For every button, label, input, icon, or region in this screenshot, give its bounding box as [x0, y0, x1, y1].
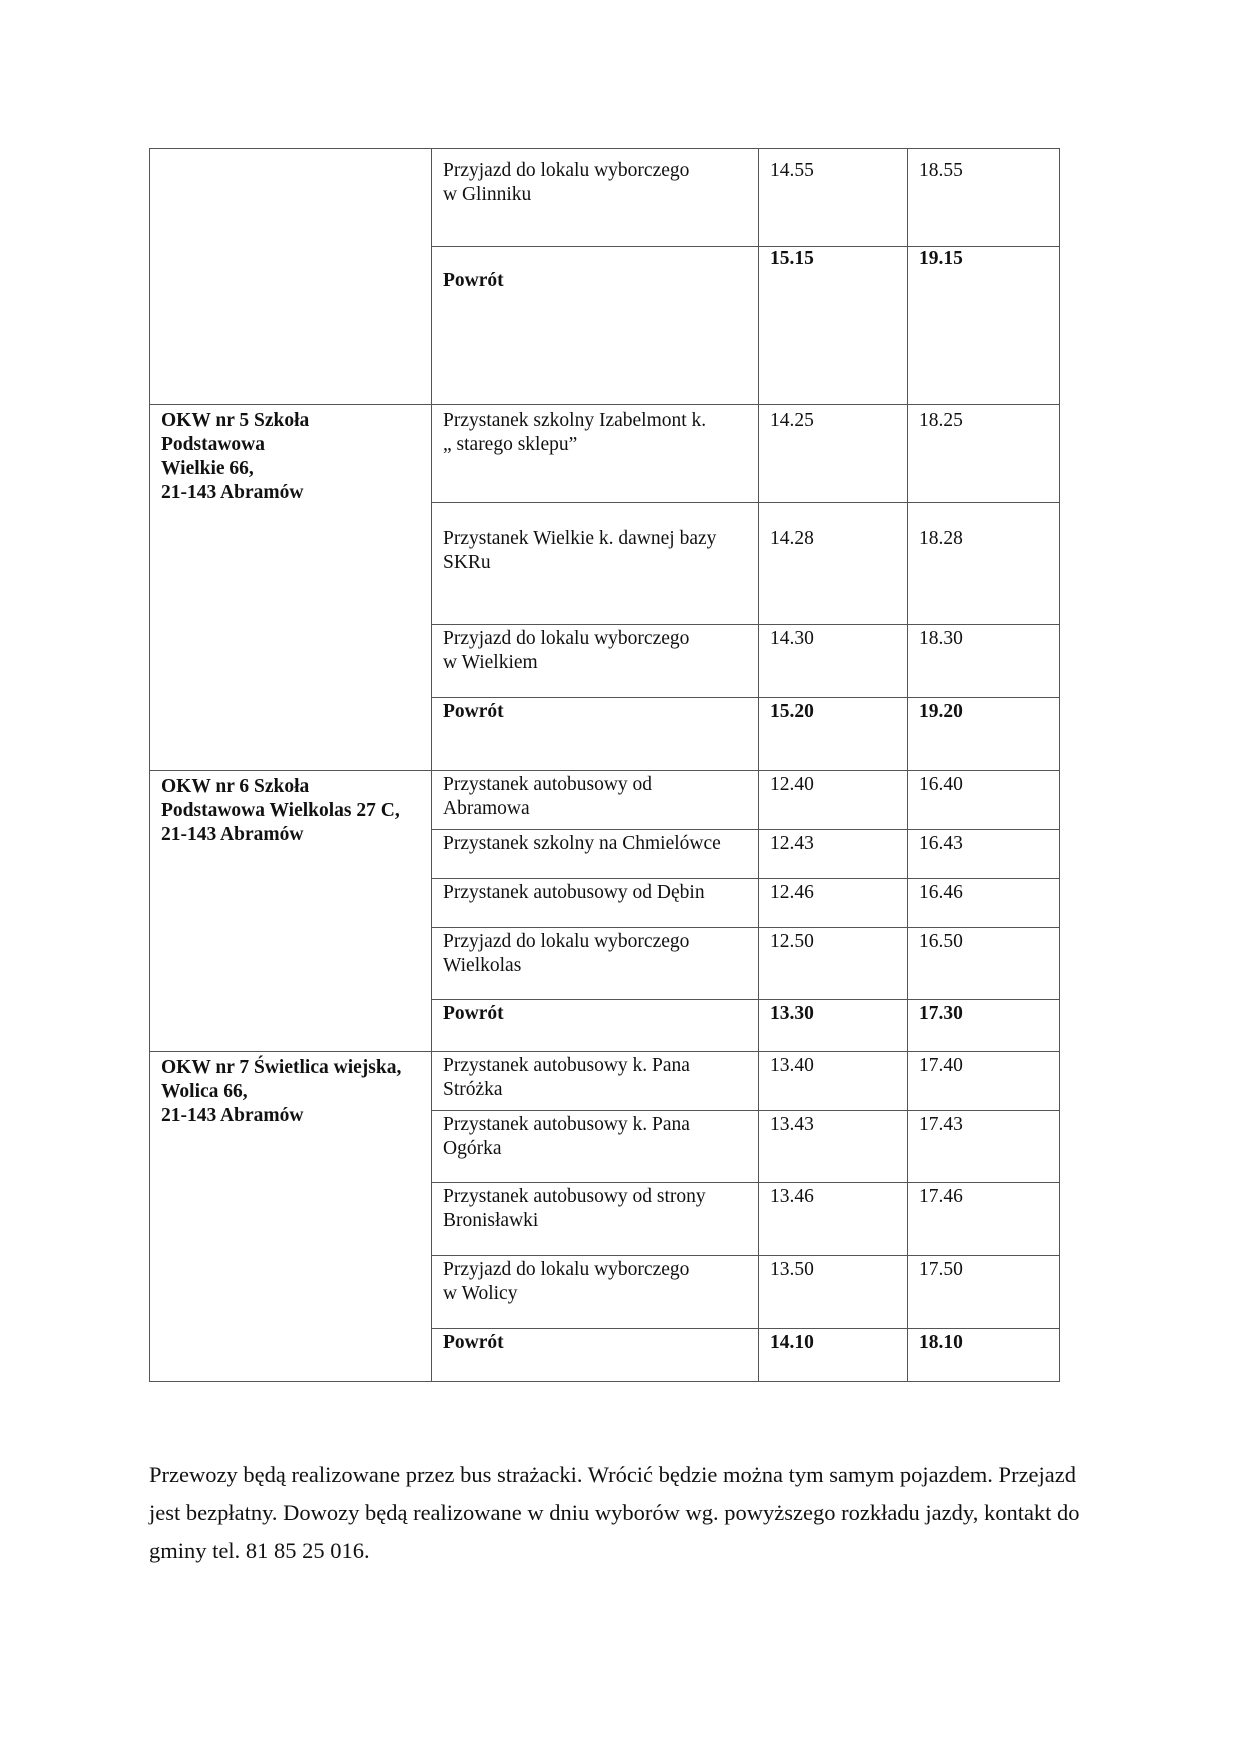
time-cell: 14.10	[759, 1329, 908, 1382]
stop-cell: Powrót	[432, 698, 759, 771]
time-cell: 14.30	[759, 625, 908, 698]
time-cell: 18.10	[908, 1329, 1060, 1382]
time-cell: 19.15	[908, 247, 1060, 405]
okw-cell: OKW nr 5 Szkoła Podstawowa Wielkie 66, 21-143 Abramów	[150, 405, 432, 771]
time-cell: 12.50	[759, 928, 908, 1000]
time-cell: 17.50	[908, 1256, 1060, 1329]
schedule-table	[149, 148, 1060, 1382]
time-cell: 16.46	[908, 879, 1060, 928]
stop-cell: Przystanek autobusowy k. Pana Stróżka	[432, 1052, 759, 1111]
stop-cell: Przyjazd do lokalu wyborczego w Wolicy	[432, 1256, 759, 1329]
time-cell: 17.30	[908, 1000, 1060, 1052]
time-cell: 16.50	[908, 928, 1060, 1000]
stop-cell: Powrót	[432, 1329, 759, 1382]
time-cell: 14.55	[759, 149, 908, 247]
stop-cell: Przystanek szkolny Izabelmont k. „ starego sklepu”	[432, 405, 759, 503]
stop-cell: Przyjazd do lokalu wyborczego w Glinniku	[432, 149, 759, 247]
transport-note: Przewozy będą realizowane przez bus strażacki. Wrócić będzie można tym samym pojazdem. Przejazd jest bezpłatny. Dowozy będą realizowane w dniu wyborów wg. powyższego rozkładu jazdy, kontakt do gminy tel. 81 85 25 016.	[149, 1462, 1080, 1563]
time-cell: 15.15	[759, 247, 908, 405]
time-cell: 18.30	[908, 625, 1060, 698]
table-row	[150, 405, 1060, 503]
time-cell: 17.40	[908, 1052, 1060, 1111]
table-row	[150, 1052, 1060, 1111]
time-cell: 18.28	[908, 503, 1060, 625]
stop-cell: Przyjazd do lokalu wyborczego Wielkolas	[432, 928, 759, 1000]
time-cell: 16.43	[908, 830, 1060, 879]
stop-cell: Powrót	[432, 247, 759, 405]
stop-cell: Przystanek autobusowy k. Pana Ogórka	[432, 1111, 759, 1183]
table-row	[150, 771, 1060, 830]
stop-cell: Powrót	[432, 1000, 759, 1052]
time-cell: 12.40	[759, 771, 908, 830]
stop-cell: Przystanek autobusowy od Abramowa	[432, 771, 759, 830]
time-cell: 12.43	[759, 830, 908, 879]
time-cell: 14.25	[759, 405, 908, 503]
time-cell: 13.40	[759, 1052, 908, 1111]
stop-cell: Przystanek szkolny na Chmielówce	[432, 830, 759, 879]
time-cell: 13.30	[759, 1000, 908, 1052]
time-cell: 16.40	[908, 771, 1060, 830]
time-cell: 18.55	[908, 149, 1060, 247]
stop-cell: Przyjazd do lokalu wyborczego w Wielkiem	[432, 625, 759, 698]
time-cell: 19.20	[908, 698, 1060, 771]
okw-cell-empty	[150, 149, 432, 405]
time-cell: 17.43	[908, 1111, 1060, 1183]
time-cell: 15.20	[759, 698, 908, 771]
stop-cell: Przystanek autobusowy od Dębin	[432, 879, 759, 928]
time-cell: 18.25	[908, 405, 1060, 503]
okw-cell: OKW nr 6 Szkoła Podstawowa Wielkolas 27 C, 21-143 Abramów	[150, 771, 432, 1052]
time-cell: 13.50	[759, 1256, 908, 1329]
stop-cell: Przystanek Wielkie k. dawnej bazy SKRu	[432, 503, 759, 625]
time-cell: 13.43	[759, 1111, 908, 1183]
time-cell: 17.46	[908, 1183, 1060, 1256]
okw-cell: OKW nr 7 Świetlica wiejska, Wolica 66, 21-143 Abramów	[150, 1052, 432, 1382]
table-row	[150, 149, 1060, 247]
time-cell: 13.46	[759, 1183, 908, 1256]
time-cell: 12.46	[759, 879, 908, 928]
stop-cell: Przystanek autobusowy od strony Bronisławki	[432, 1183, 759, 1256]
time-cell: 14.28	[759, 503, 908, 625]
